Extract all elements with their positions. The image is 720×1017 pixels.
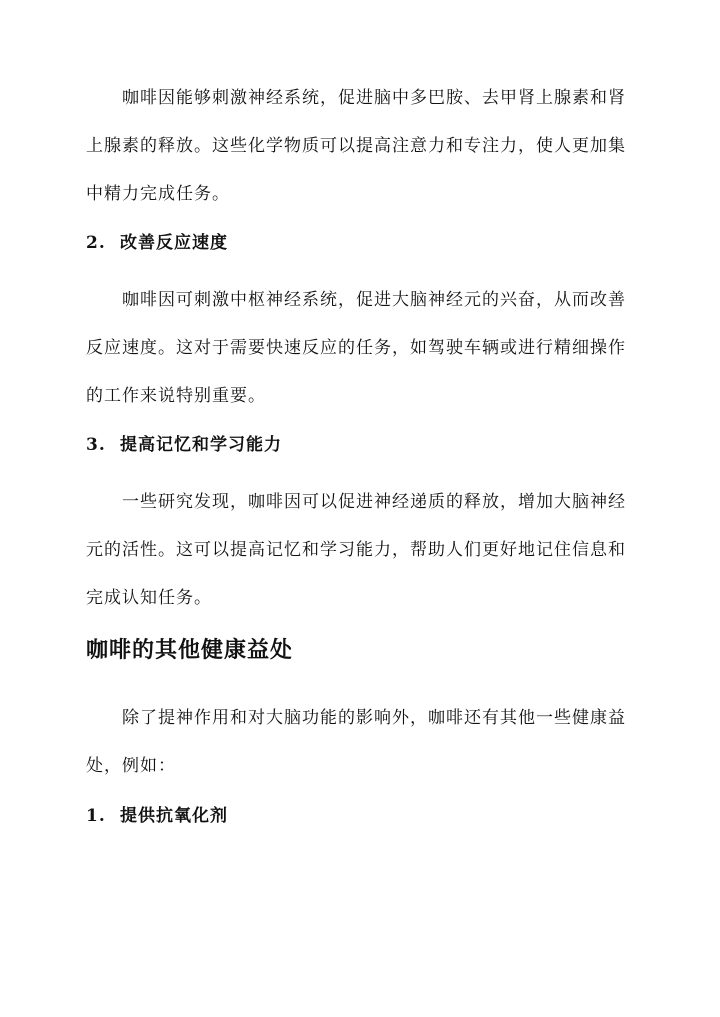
paragraph-reaction-speed: 咖啡因可刺激中枢神经系统，促进大脑神经元的兴奋，从而改善反应速度。这对于需要快速反应的任务，如驾驶车辆或进行精细操作的工作来说特别重要。: [86, 290, 626, 406]
subheading-reaction-speed: [86, 231, 228, 255]
subheading-text: 改善反应速度: [120, 233, 228, 253]
subheading-text: 提高记忆和学习能力: [120, 435, 282, 455]
subheading-number: 3.: [86, 435, 106, 455]
subheading-memory-learning: [86, 433, 282, 457]
paragraph-other-benefits: 除了提神作用和对大脑功能的影响外，咖啡还有其他一些健康益处，例如：: [86, 708, 626, 776]
paragraph-dopamine: 咖啡因能够刺激神经系统，促进脑中多巴胺、去甲肾上腺素和肾上腺素的释放。这些化学物质可以提高注意力和专注力，使人更加集中精力完成任务。: [86, 88, 626, 204]
paragraph-memory-learning: 一些研究发现，咖啡因可以促进神经递质的释放，增加大脑神经元的活性。这可以提高记忆和学习能力，帮助人们更好地记住信息和完成认知任务。: [86, 492, 626, 608]
subheading-antioxidants: [86, 804, 228, 828]
subheading-number: 1.: [86, 806, 106, 826]
section-title: 咖啡的其他健康益处: [86, 637, 294, 663]
subheading-text: 提供抗氧化剂: [120, 806, 228, 826]
subheading-number: 2.: [86, 233, 106, 253]
